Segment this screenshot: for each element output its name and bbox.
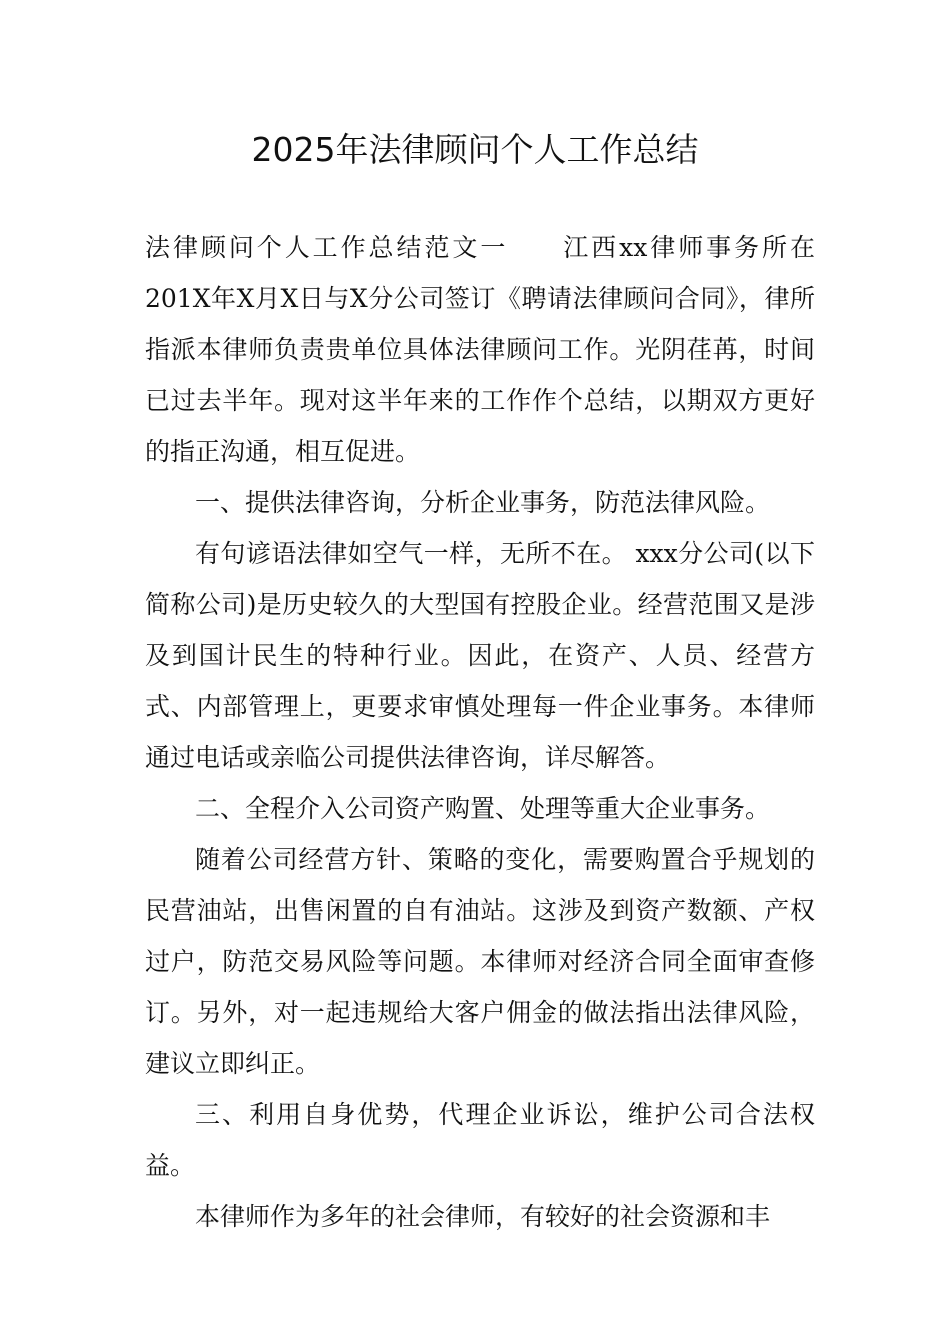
section-heading-3: 三、利用自身优势，代理企业诉讼，维护公司合法权益。 [145,1100,815,1180]
section-heading-2: 二、全程介入公司资产购置、处理等重大企业事务。 [195,794,771,823]
document-title: 2025年法律顾问个人工作总结 [251,130,699,169]
intro-text: 江西xx律师事务所在201X年X月X日与X分公司签订《聘请法律顾问合同》，律所指派本律师负责贵单位具体法律顾问工作。光阴荏苒，时间已过去半年。现对这半年来的工作作个总结，以期双方更好的指正沟通，相互促进。 [145,233,815,466]
intro-paragraph [145,222,815,477]
document-body [145,222,815,1242]
intro-label: 法律顾问个人工作总结范文一 [145,233,509,262]
body-paragraph-2: 随着公司经营方针、策略的变化，需要购置合乎规划的民营油站，出售闲置的自有油站。这涉及到资产数额、产权过户，防范交易风险等问题。本律师对经济合同全面审查修订。另外，对一起违规给大客户佣金的做法指出法律风险，建议立即纠正。 [145,845,815,1078]
body-paragraph-1: 有句谚语法律如空气一样，无所不在。 xxx分公司(以下简称公司)是历史较久的大型国有控股企业。经营范围又是涉及到国计民生的特种行业。因此，在资产、人员、经营方式、内部管理上，更要求审慎处理每一件企业事务。本律师通过电话或亲临公司提供法律咨询，详尽解答。 [145,539,815,772]
section-heading-1: 一、提供法律咨询，分析企业事务，防范法律风险。 [195,488,771,517]
body-paragraph-3: 本律师作为多年的社会律师，有较好的社会资源和丰 [195,1202,771,1231]
